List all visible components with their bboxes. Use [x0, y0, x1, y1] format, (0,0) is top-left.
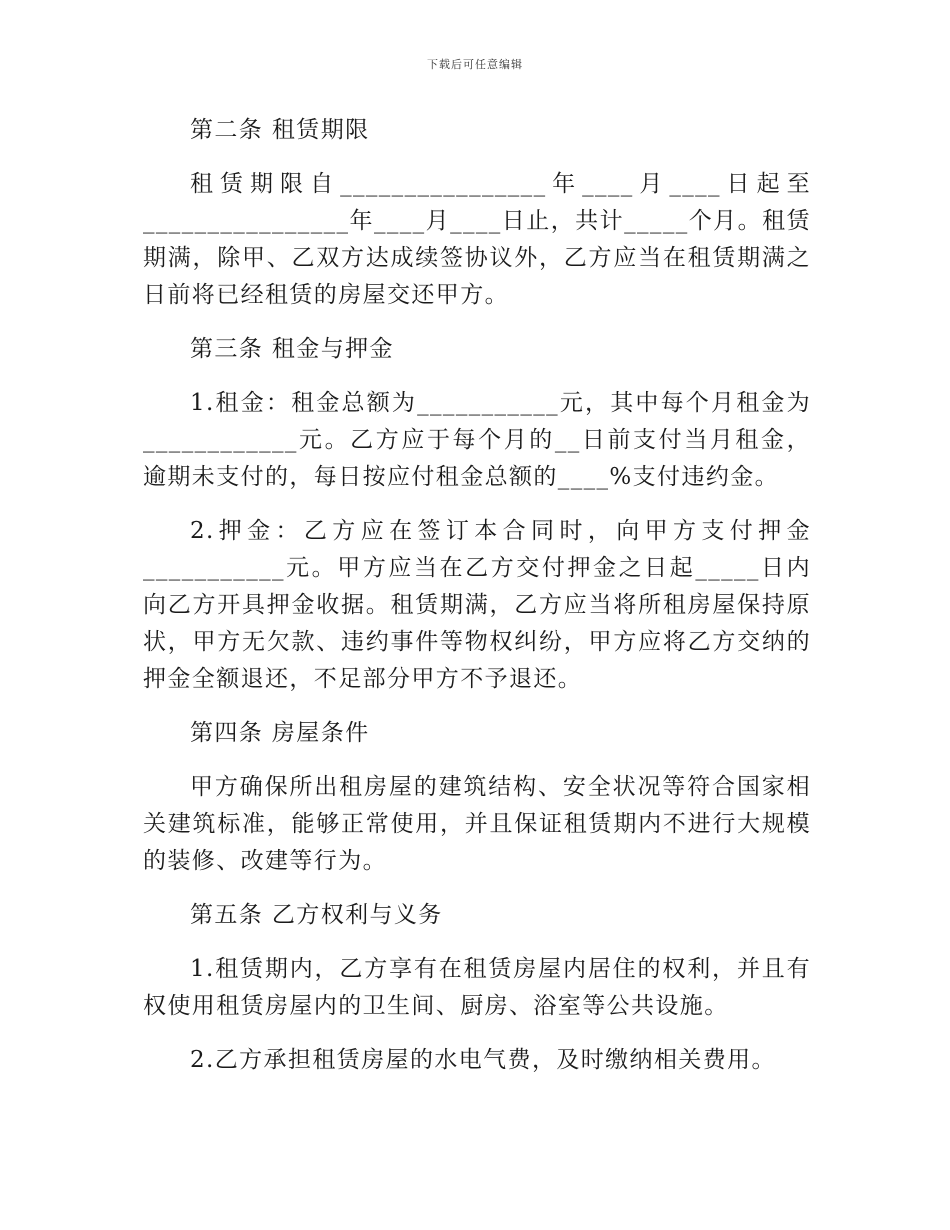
paragraph-tenant-right-1: 1.租赁期内，乙方享有在租赁房屋内居住的权利，并且有权使用租赁房屋内的卫生间、厨房、浴室等公共设施。 — [143, 956, 811, 1019]
page-header-note: 下载后可任意编辑 — [427, 58, 523, 71]
paragraph-deposit: 2.押金：乙方应在签订本合同时，向甲方支付押金___________元。甲方应当在乙方交付押金之日起_____日内向乙方开具押金收据。租赁期满，乙方应当将所租房屋保持原状，甲方无欠款、违约事件等物权纠纷，甲方应将乙方交纳的押金全额退还，不足部分甲方不予退还。 — [143, 518, 811, 692]
section-heading-term: 第二条 租赁期限 — [190, 117, 370, 143]
section-heading-tenant-rights: 第五条 乙方权利与义务 — [190, 902, 443, 928]
section-heading-rent-deposit: 第三条 租金与押金 — [190, 336, 394, 362]
paragraph-tenant-right-2: 2.乙方承担租赁房屋的水电气费，及时缴纳相关费用。 — [190, 1047, 776, 1073]
paragraph-rent: 1.租金：租金总额为___________元，其中每个月租金为____________元。乙方应于每个月的__日前支付当月租金，逾期未支付的，每日按应付租金总额的____%支付违约金。 — [143, 390, 811, 490]
paragraph-house-condition: 甲方确保所出租房屋的建筑结构、安全状况等符合国家相关建筑标准，能够正常使用，并且保证租赁期内不进行大规模的装修、改建等行为。 — [143, 774, 811, 874]
paragraph-lease-term: 租赁期限自________________年____月____日起至________________年____月____日止，共计_____个月。租赁期满，除甲、乙双方达成续签协议外，乙方应当在租赁期满之日前将已经租赁的房屋交还甲方。 — [143, 171, 811, 308]
contract-body — [143, 112, 811, 1096]
section-heading-house-condition: 第四条 房屋条件 — [190, 720, 370, 746]
